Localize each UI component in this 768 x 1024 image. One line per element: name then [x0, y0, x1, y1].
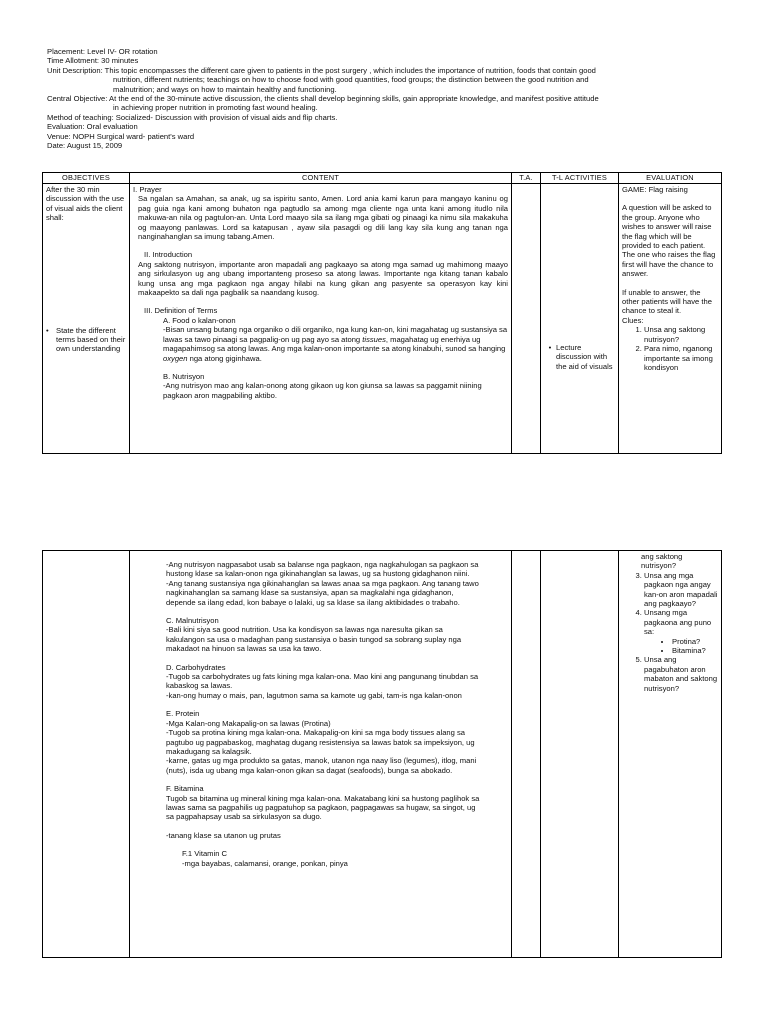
carbohydrates-text-2: -kan-ong humay o mais, pan, lagutmon sama sa kamote ug gabi, tam-is nga kalan-onon [166, 690, 462, 700]
protein-text-1: -Mga Kalan-ong Makapalig-on sa lawas (Protina) [166, 718, 331, 728]
tl-activities-cell [541, 184, 619, 454]
content-cell [130, 551, 512, 958]
definition-title: III. Definition of Terms [144, 306, 218, 316]
time-allotment-line: Time Allotment: 30 minutes [47, 56, 139, 66]
question-4a: • Protina? [672, 637, 718, 646]
objectives-cell [43, 551, 130, 958]
placement-line: Placement: Level IV- OR rotation [47, 47, 158, 56]
vitamin-c-title: F.1 Vitamin C [182, 849, 228, 859]
evaluation-header: EVALUATION [619, 173, 722, 184]
question-2: 2. Para nimo, nganong importante sa imong kondisyon [644, 344, 718, 372]
evaluation-cell [619, 184, 722, 454]
carbohydrates-title: D. Carbohydrates [166, 662, 226, 672]
eval-instructions: A question will be asked to the group. Anyone who wishes to answer will raise the flag which will be provided to each patient. The one who raises the flag first will have the chance to answer. [622, 203, 716, 279]
eval-clues-label: Clues: [622, 315, 644, 325]
question-4-subitems [644, 637, 718, 656]
eval-question-2-cont: ang saktong nutrisyon? [641, 552, 683, 571]
bitamina-text: Tugob sa bitamina ug mineral kining mga kalan-ona. Makatabang kini sa hustong paglihok sa lawas sama sa pagpahilis ug pagpatuhop sa pagkaon, pagpagawas sa hugaw, sa singot, ug sa pagpahapsay usab sa sirkulasyon sa dugo. [166, 793, 480, 822]
bitamina-text-2: -tanang klase sa utanon ug prutas [166, 830, 281, 840]
protein-text-2: -Tugob sa protina kining mga kalan-ona. Makapalig-on kini sa mga body tissues alang sa pagtubo ug pagpabaskog, maghatag dugang resistensiya sa lawas batok sa impeksiyon, ug makadugang sa kalagsik. [166, 728, 475, 756]
table-row [43, 184, 722, 454]
table-header-row [43, 173, 722, 184]
ta-cell [512, 184, 541, 454]
nutrisyon-text: -Ang nutrisyon mao ang kalan-onong atong gikaon ug kon giunsa sa lawas sa paggamit niining pagkaon aron magpabiling aktibo. [163, 381, 482, 400]
nutrisyon-cont-1: -Ang nutrisyon nagpasabot usab sa balanse nga pagkaon, nga nagkahulogan sa pagkaon sa hustong klase sa kalan-onon nga gikinahanglan sa lawas, ug sa hustong gidaghanon niini. [166, 560, 479, 579]
ta-cell [512, 551, 541, 958]
tl-activities-cell [541, 551, 619, 958]
central-objective-line-1: Central Objective: At the end of the 30-minute active discussion, the clients shall develop beginning skills, gain appropriate knowledge, and manifest positive attitude [47, 94, 599, 104]
table-row [43, 551, 722, 958]
bullet-icon: • [548, 343, 552, 352]
ta-header: T.A. [512, 173, 541, 184]
venue-line: Venue: NOPH Surgical ward- patient's ward [47, 131, 195, 141]
protein-text-3: -karne, gatas ug mga produkto sa gatas, manok, utanon nga naay liso (legumes), itlog, mani (nuts), isda ug ubang mga kalan-onon gikan sa dagat (seafoods), bunga sa abokado. [166, 756, 477, 775]
unit-description-line-2: nutrition, different nutrients; teachings on how to choose food with good quantities, food groups; the distinction between the good nutrition and [113, 75, 589, 85]
malnutrisyon-title: C. Malnutrisyon [166, 616, 219, 626]
objectives-cell [43, 184, 130, 454]
protein-title: E. Protein [166, 709, 200, 719]
nutrisyon-title: B. Nutrisyon [163, 371, 205, 381]
question-4b: • Bitamina? [672, 646, 718, 655]
content-header: CONTENT [130, 173, 512, 184]
evaluation-cell [619, 551, 722, 958]
vitamin-c-text: -mga bayabas, calamansi, orange, ponkan, pinya [182, 858, 348, 868]
question-5: 5. Unsa ang pagabuhaton aron mabaton and saktong nutrisyon? [644, 655, 718, 693]
nutrisyon-cont-2: -Ang tanang sustansiya nga gikinahanglan sa lawas anaa sa mga pagkaon. Ang tanang tawo nagkinahanglan sa samang klase sa sustansiya, apan sa magkalahi nga gidaghanon, depende sa ilang edad, kon babaye o lalaki, ug sa klase sa ilang aktibidades o trabaho. [166, 578, 479, 607]
food-title: A. Food o kalan-onon [163, 315, 236, 325]
unit-description-line-1: Unit Description: This topic encompasses the different care given to patients in the post surgery , which includes the importance of nutrition, foods that contain good [47, 65, 596, 75]
introduction-text: Ang saktong nutrisyon, importante aron mapadali ang pagkaayo sa atong mga samad ug mahimong maayo ang sirkulasyon ug ang ubang importanteng proseso sa atong lawas. Importante nga kitang tanan kabalo kung unsa ang mga pagkaon nga angay hilabi na kung gikan ang pasyente sa operasyon kay kini makaapekto sa dali nga pagbalik sa naandang kusog. [138, 259, 508, 298]
evaluation-line: Evaluation: Oral evaluation [47, 122, 138, 132]
malnutrisyon-text: -Bali kini siya sa good nutrition. Usa ka kondisyon sa lawas nga naresulta gikan sa kakulangon sa usa o madaghan pang sustansiya o basin tungod sa sobrang suplay nga makadaot na hinuon sa lawas sa usa ka tawo. [166, 625, 462, 654]
lesson-plan-table-page2 [42, 550, 722, 958]
question-4: 4. Unsang mga pagkaona ang puno sa: • Protina? • Bitamina? [644, 608, 718, 655]
unit-description-line-3: malnutrition; and ways on how to maintain healthy and functioning. [113, 84, 337, 94]
introduction-title: II. Introduction [144, 250, 193, 260]
lesson-plan-table-page1 [42, 172, 722, 454]
objective-bullet-item [46, 326, 126, 354]
objective-bullet-text: State the different terms based on their own understanding [56, 325, 126, 354]
eval-game-title: GAME: Flag raising [622, 185, 688, 194]
objectives-header: OBJECTIVES [43, 173, 130, 184]
question-3: 3. Unsa ang mga pagkaon nga angay kan-on aron mapadali ang pagkaayo? [644, 571, 718, 609]
central-objective-line-2: in achieving proper nutrition in promoting fast wound healing. [113, 103, 318, 113]
tl-activity-text: Lecture discussion with the aid of visuals [556, 343, 613, 371]
food-text: -Bisan unsang butang nga organiko o dili organiko, nga kung kan-on, kini magahatag ug sustansiya sa lawas sa tawo pinaagi sa pagpalig-on ug pag ayo sa atong tissues, magahatag ug enerhiya ug magapahimsog sa atong lawas. Ang mga kalan-onon importante sa atong kinabuhi, sunod sa hanging oxygen nga atong giginhawa. [163, 325, 508, 363]
prayer-text: Sa ngalan sa Amahan, sa anak, ug sa ispiritu santo, Amen. Lord ania kami karun para mangayo kaninu og pag guia nga kani among buhaton nga pagtudlo sa among mga cliente nga unta kani among itudlo nila makuwa-an nila og pagtulon-an. Unta Lord maayo sila sa ilang mga gibati og pinaagi ka nimu sila makakuha og maayong panlawas. Lord sa katapusan , ayaw sila pasagdi og dili lang kay sila kung ang tanan nga nanginahanglan sa imung tabang.Amen. [138, 194, 508, 242]
objective-intro: After the 30 min discussion with the use of visual aids the client shall: [46, 185, 125, 223]
tl-activity-item [544, 343, 615, 371]
method-line: Method of teaching: Socialized- Discussion with provision of visual aids and flip charts. [47, 112, 338, 122]
question-1: 1. Unsa ang saktong nutrisyon? [644, 325, 718, 344]
eval-question-list-cont [622, 571, 718, 693]
content-cell [130, 184, 512, 454]
date-line: Date: August 15, 2009 [47, 141, 123, 151]
bitamina-title: F. Bitamina [166, 784, 204, 794]
prayer-title: I. Prayer [133, 185, 162, 194]
tl-activities-header: T-L ACTIVITIES [541, 173, 619, 184]
bullet-icon: • [46, 325, 49, 335]
carbohydrates-text-1: -Tugob sa carbohydrates ug fats kining mga kalan-ona. Mao kini ang pangunang tinubdan sa kabaskog sa lawas. [166, 672, 479, 691]
eval-question-list [622, 325, 718, 372]
lesson-plan-header [47, 47, 717, 150]
eval-steal-text: If unable to answer, the other patients will have the chance to steal it. [622, 287, 712, 316]
